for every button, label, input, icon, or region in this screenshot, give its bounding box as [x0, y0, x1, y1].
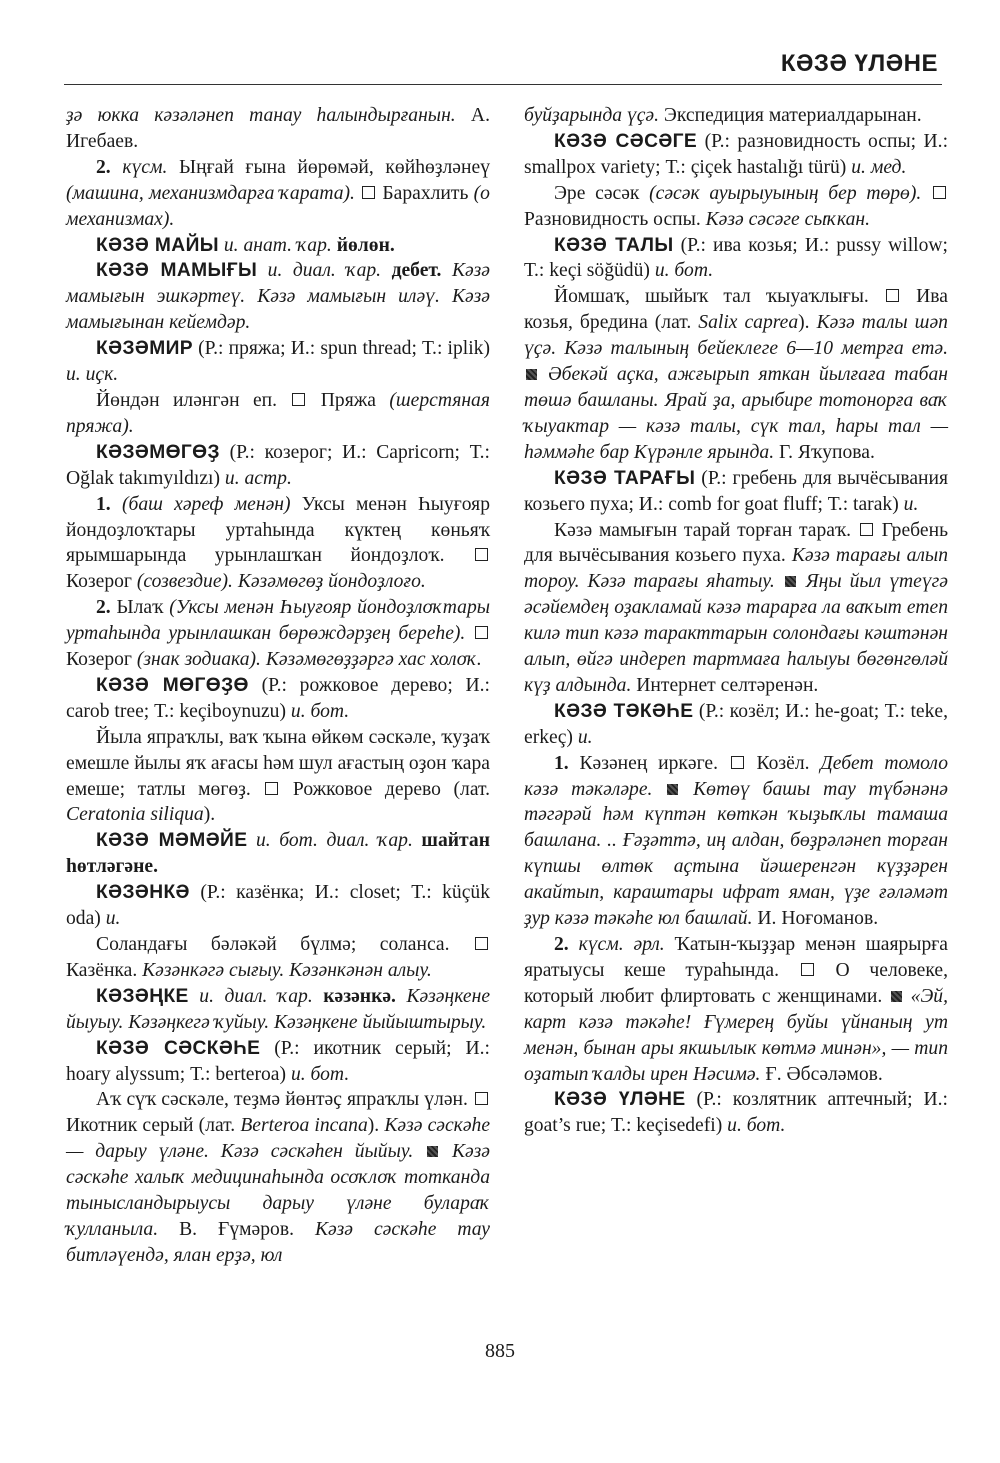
dictionary-entry — [66, 258, 490, 336]
definition-note: (сәсәк ауырыуының бер төрө). — [649, 182, 922, 204]
cross-reference: кәзәнкә. — [323, 985, 396, 1007]
citation: Интернет селтәренән. — [636, 674, 819, 696]
dictionary-entry — [66, 336, 490, 388]
dictionary-entry — [66, 440, 490, 492]
example-text: Кәзә тарағы алып тороу. Кәзә тарағы яһатыу. — [524, 545, 948, 593]
entry-continuation — [66, 103, 490, 155]
citation: И. Ноғоманов. — [757, 908, 879, 930]
example-text: (созвездие). Кәзәмөгөҙ йондоҙлоғо. — [136, 571, 426, 593]
literary-quote: Кәзә сәскәһе тау битләүендә, ялан ерҙә, юл — [66, 1218, 490, 1266]
definition-note: (баш хәреф менән) — [121, 493, 291, 515]
running-head: КӘЗӘ ҮЛӘНЕ — [780, 50, 938, 77]
translation-marker-icon — [801, 963, 814, 976]
translation-marker-icon — [731, 756, 744, 769]
grammar-label: и. диал. ҡар. — [199, 985, 313, 1007]
dictionary-entry — [524, 466, 948, 518]
russian-translation: О человеке, который любит флиртовать с женщинами. — [524, 959, 948, 1007]
definition-text: Ылаҡ — [116, 597, 164, 619]
translation-marker-icon — [933, 186, 946, 199]
translation-marker-icon — [475, 1092, 488, 1105]
translations: (Р.: рожковое дерево; И.: carob tree; Т.: keçiboynuzu) — [66, 674, 491, 722]
translations: (Р.: ива козья; И.: pussy willow; Т.: keçi söğüdü) — [524, 234, 948, 282]
citation: А. Игебаев. — [66, 105, 490, 152]
translation-marker-icon — [292, 393, 305, 406]
headword: КӘЗӘМӨГӨҘ — [96, 441, 220, 463]
sense-number: 2. — [554, 934, 569, 955]
translations: (Р.: гребень для вычёсывания козьего пуха; И.: comb for goat fluff; Т.: tarak) — [524, 467, 949, 515]
punctuation: ). — [203, 804, 216, 826]
grammar-label: и. астр. — [224, 467, 292, 489]
grammar-label: и. бот. — [727, 1115, 786, 1137]
punctuation: ). — [367, 1115, 380, 1137]
citation: Экспедиция материалдарынан. — [663, 105, 922, 126]
literary-example-icon — [427, 1146, 438, 1157]
sense-number: 2. — [96, 597, 111, 619]
grammar-label: и. бот. диал. ҡар. — [256, 830, 413, 852]
example-text: Кәзә сәсәге сыҡкан. — [705, 208, 870, 230]
definition-paragraph — [66, 1087, 490, 1268]
header-rule — [64, 84, 942, 85]
grammar-label: күсм. әрл. — [578, 934, 665, 955]
literary-quote: буйҙарында үҫә. — [524, 105, 660, 126]
headword: КӘЗӘ МӘМӘЙЕ — [96, 830, 248, 852]
grammar-label: күсм. — [122, 156, 168, 178]
literary-quote: «Эй, карт кәзә тәкәһе! Ғүмерең буйы үйнаның ут менән, бынан ары якшылык көтмә минән», — тип оҙатып ҡалды ирен Нәсимә. — [524, 985, 948, 1085]
cross-reference: йөлөн. — [336, 234, 395, 256]
citation: В. Ғүмәров. — [179, 1218, 294, 1240]
headword: КӘЗӘ МӨГӨҘӨ — [96, 674, 249, 696]
sense-paragraph — [524, 751, 948, 932]
right-column — [524, 103, 948, 1139]
headword: КӘЗӘҢКЕ — [96, 985, 189, 1007]
punctuation: ). — [798, 312, 810, 334]
example-text: Кәзә сәскәһе — дарыу үләне. Кәзә сәскәһен йыйыу. — [66, 1115, 491, 1163]
example-text: Кәзә мамығын эшкәртеү. Кәзә мамығын иләү. Кәзә мамығынан кейемдәр. — [66, 260, 491, 334]
citation: Ғ. Әбсәләмов. — [765, 1063, 883, 1085]
headword: КӘЗӘ МАЙЫ — [96, 234, 219, 256]
headword: КӘЗӘ МАМЫҒЫ — [96, 260, 258, 282]
headword: КӘЗӘ ТАЛЫ — [554, 234, 674, 256]
sense-number: 1. — [554, 752, 569, 774]
definition-note: (Уксы менән Һыуғояр йондоҙлоҡтары уртаһында урынлашкан бөрөждәрҙең береһе). — [66, 597, 491, 645]
headword: КӘЗӘ СӘСӘГЕ — [554, 130, 698, 152]
sense-paragraph — [66, 155, 490, 233]
translation-note: (шерстяная пряжа). — [66, 389, 490, 437]
dictionary-entry — [524, 129, 948, 181]
example-text: Кәзәңкене йыуыу. Кәзәңкегә ҡуйыу. Кәзәңкене йыйыштырыу. — [66, 985, 491, 1033]
translations: (Р.: козерог; И.: Capricorn; Т.: Oğlak takımyıldızı) — [66, 441, 490, 489]
dictionary-entry — [66, 233, 490, 259]
example-text: Дебет томоло кәзә тәкәләре. — [524, 752, 948, 800]
definition-paragraph — [524, 518, 948, 699]
example-text: (знак зодиака). Кәзәмөгөҙҙәргә хас холоҡ. — [136, 649, 482, 671]
definition-paragraph — [66, 932, 490, 984]
grammar-label: и. — [105, 908, 121, 930]
example-text: Кәзәнкәгә сығыу. Кәзәнкәнән алыу. — [142, 959, 432, 981]
translations: (Р.: пряжа; И.: spun thread; Т.: iplik) — [198, 338, 490, 360]
example-text: Кәзә талы шәп үҫә. Кәзә талының бейеклеге 6—10 метрға етә. — [524, 312, 948, 360]
definition-text: Кәзәнең иркәге. — [579, 752, 718, 774]
definition-paragraph — [524, 284, 948, 465]
headword: КӘЗӘ ТӘКӘҺЕ — [554, 700, 694, 722]
literary-quote: Кәзә сәскәһе халыҡ медицинаһында осоҡлоҡ тотканда тынысландырыусы дарыу үләне булараҡ ҡулланыла. — [66, 1141, 490, 1240]
citation: Г. Яҡупова. — [779, 441, 875, 463]
russian-translation: Барахлить — [382, 182, 469, 204]
translation-marker-icon — [475, 548, 488, 561]
grammar-label: и. иҫк. — [66, 364, 119, 386]
grammar-label: и. диал. ҡар. — [267, 260, 382, 282]
dictionary-entry — [524, 699, 948, 751]
cross-reference: шайтан һөтләгәне. — [66, 830, 491, 878]
headword: КӘЗӘ СӘСКӘҺЕ — [96, 1037, 261, 1059]
russian-translation: Козерог — [66, 571, 132, 593]
entry-continuation — [524, 103, 948, 129]
dictionary-entry — [524, 233, 948, 285]
left-column — [66, 103, 490, 1269]
literary-example-icon — [526, 369, 537, 380]
definition-text: Ыңғай ғына йөрөмәй, көйһөҙләнеү — [179, 156, 490, 178]
definition-note: (машина, механизмдарға ҡарата). — [66, 182, 355, 204]
headword: КӘЗӘ ҮЛӘНЕ — [554, 1089, 686, 1111]
russian-translation: Козёл. — [756, 752, 810, 774]
literary-example-icon — [785, 576, 796, 587]
grammar-label: и. бот. — [290, 1063, 350, 1085]
grammar-label: и. бот. — [290, 700, 350, 722]
literary-quote: Әбекәй аҫка, ажғырып яткан йылғаға табан төшә башланы. Ярай ҙа, арыбире тотонорға ваҡ ҡыуактар — кәзә талы, сүк тал, һары тал — һәммәһе бар Күрәнле ярында. — [524, 364, 948, 463]
definition-text: Эре сәсәк — [554, 182, 640, 204]
headword: КӘЗӘНКӘ — [96, 882, 190, 904]
grammar-label: и. анат. ҡар. — [223, 234, 332, 256]
russian-translation: Казёнка. — [66, 959, 138, 981]
definition-text: Йөндән иләнгән еп. — [96, 389, 278, 411]
definition-text: Йомшаҡ, шыйыҡ тал ҡыуаҡлығы. — [554, 286, 869, 308]
definition-text: Йыла япраҡлы, ваҡ ҡына өйкөм сәскәле, ҡуҙаҡ емешле йылы яҡ ағасы һәм шул ағастың оҙон ҡара емеше; татлы мөгөҙ. — [66, 726, 490, 800]
grammar-label: и. — [903, 493, 919, 515]
grammar-label: и. мед. — [851, 156, 907, 178]
translation-marker-icon — [475, 937, 488, 950]
headword: КӘЗӘ ТАРАҒЫ — [554, 467, 696, 489]
headword: КӘЗӘМИР — [96, 338, 193, 360]
russian-translation: Гребень для вычёсывания козьего пуха. — [524, 519, 949, 567]
grammar-label: и. бот. — [654, 260, 714, 282]
translations: (Р.: икотник серый; И.: hoary alyssum; Т.: berteroa) — [66, 1037, 490, 1085]
definition-text: Аҡ сүҡ сәскәле, теҙмә йөнтәҫ япраҡлы үлән. — [96, 1089, 468, 1111]
translation-marker-icon — [860, 523, 873, 536]
translation-marker-icon — [475, 626, 488, 639]
russian-translation: Разновидность оспы. — [524, 208, 701, 230]
dictionary-entry — [66, 984, 490, 1036]
latin-name: Salix caprea — [698, 312, 799, 334]
literary-example-icon — [891, 991, 902, 1002]
dictionary-entry — [66, 880, 490, 932]
definition-paragraph — [524, 181, 948, 233]
literary-quote: Яңы йыл үтеүгә әсәйемдең оҙакламай кәзә тарарға ла ваҡыт етеп килә тип кәзә таракттарын солондағы кәштәнән алып, өйгә индереп тартмаға һалыуы бөгөнгөләй күҙ алдында. — [524, 571, 948, 696]
sense-paragraph — [66, 595, 490, 673]
russian-translation: Козерог — [66, 649, 132, 671]
translation-note: (о механизмах). — [66, 182, 490, 230]
sense-number: 1. — [96, 493, 111, 515]
definition-text: Ҡатын-ҡыҙҙар менән шаярырға яратыусы кеше тураһында. — [524, 934, 948, 981]
sense-paragraph — [524, 932, 948, 1087]
russian-translation: Икотник серый (лат. — [66, 1115, 236, 1137]
cross-reference: дебет. — [391, 260, 442, 282]
translations: (Р.: козёл; И.: he-goat; Т.: teke, erkeç) — [524, 700, 948, 748]
definition-text: Уксы менән Һыуғояр йондоҙлоҡтары уртаһында күктең көньяҡ ярымшарында урынлашҡан йондоҙлоҡ. — [66, 493, 490, 567]
translations: (Р.: разновидность оспы; И.: smallpox variety; Т.: çiçek hastalığı türü) — [524, 130, 949, 178]
translations: (Р.: козлятник аптечный; И.: goat’s rue; Т.: keçisedefi) — [524, 1089, 948, 1137]
dictionary-entry — [66, 673, 490, 725]
definition-text: Соландағы бәләкәй бүлмә; соланса. — [96, 934, 450, 955]
grammar-label: и. — [577, 726, 593, 748]
latin-name: Berteroa incana — [240, 1115, 368, 1137]
dictionary-entry — [66, 828, 490, 880]
literary-quote: Көтөү башы тау түбәнәнә тәгәрәй һәм күптән көткән ҡыҙыҡлы тамаша башлана. .. Ғәҙәттә, иң алдан, бөҙрәләнеп торған күпшы өлтөк аҫтына йәшеренгән күҙҙәрен акайтып, караштары ифрат яман, үҙе ғәләмәт ҙур кәзә тәкәһе юл башлай. — [524, 778, 948, 930]
definition-paragraph — [66, 388, 490, 440]
dictionary-entry — [66, 1036, 490, 1088]
definition-text: Кәзә мамығын тарай торған тараҡ. — [554, 519, 852, 541]
latin-name: Ceratonia siliqua — [66, 804, 204, 826]
definition-paragraph — [66, 725, 490, 829]
literary-example-icon — [667, 784, 678, 795]
russian-translation: Пряжа — [320, 389, 376, 411]
sense-number: 2. — [96, 156, 111, 178]
russian-translation: Рожковое дерево (лат. — [292, 778, 491, 800]
translation-marker-icon — [886, 289, 899, 302]
example-text: ҙә юкка кәзәләнеп танау һалындырғанын. — [66, 105, 456, 126]
russian-translation: Ива козья, бредина (лат. — [524, 286, 948, 334]
sense-paragraph — [66, 492, 490, 596]
translations: (Р.: казёнка; И.: closet; Т.: küçük oda) — [66, 882, 490, 930]
translation-marker-icon — [362, 186, 375, 199]
dictionary-entry — [524, 1087, 948, 1139]
page-number: 885 — [485, 1340, 515, 1362]
translation-marker-icon — [265, 782, 278, 795]
